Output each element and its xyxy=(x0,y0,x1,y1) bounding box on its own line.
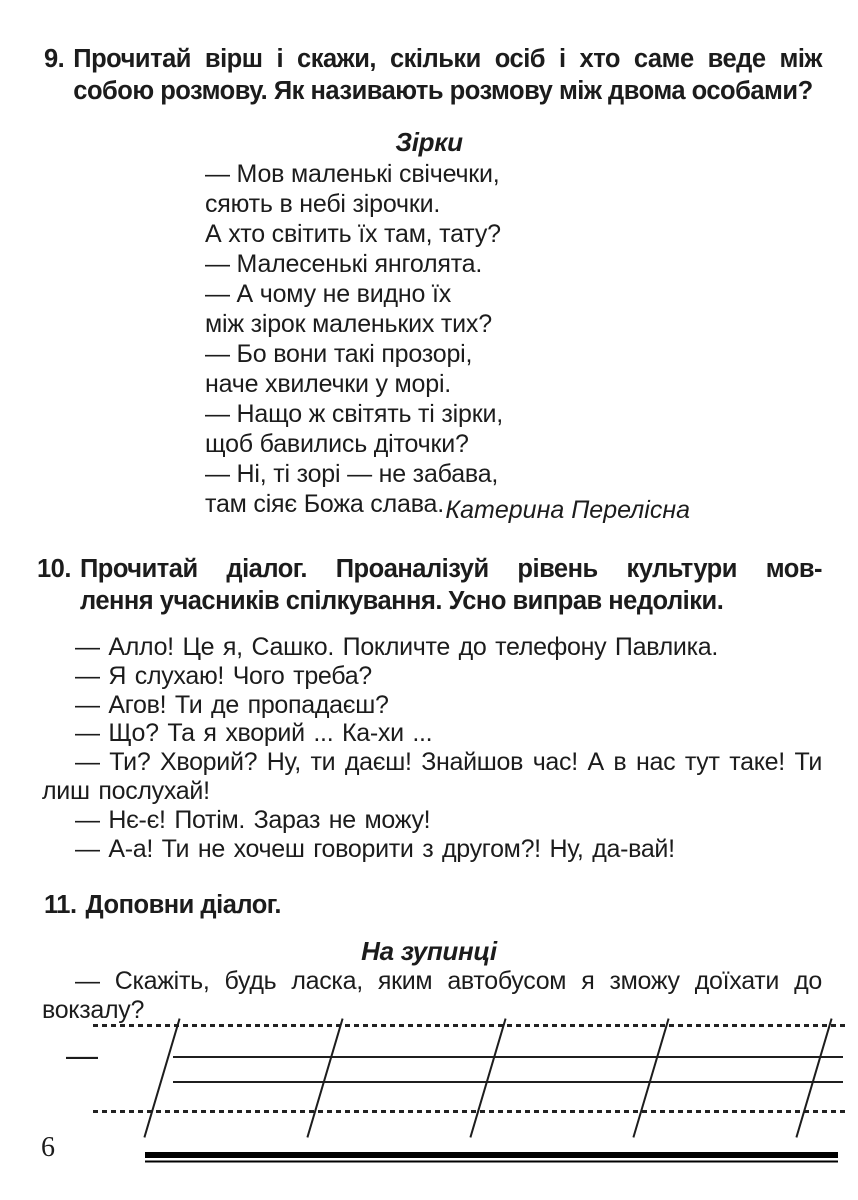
dialog-line: — Нє-є! Потім. Зараз не можу! xyxy=(75,805,431,834)
poem xyxy=(205,159,503,519)
poem-line: між зірок маленьких тих? xyxy=(205,310,492,338)
slant-guide xyxy=(143,1018,180,1137)
exercise-11-heading xyxy=(44,890,822,922)
exercise-9-heading xyxy=(44,44,822,107)
exercise-9-number: 9. xyxy=(44,45,65,73)
dotted-guideline xyxy=(93,1110,845,1113)
poem-line: — Ні, ті зорі — не забава, xyxy=(205,460,499,488)
page-number: 6 xyxy=(41,1132,55,1163)
handwriting-ruled-area xyxy=(93,1014,845,1146)
poem-line: — Нащо ж світять ті зірки, xyxy=(205,400,503,428)
writing-baseline xyxy=(173,1056,843,1058)
poem-line: щоб бавились діточки? xyxy=(205,430,469,458)
exercise-10-heading xyxy=(37,554,822,617)
poem-line: — Малесенькі янголята. xyxy=(205,250,483,278)
slant-guide xyxy=(306,1018,343,1137)
exercise-10-number: 10. xyxy=(37,555,71,583)
exercise-10-title xyxy=(80,554,822,617)
dialog-line: — Ти? Хворий? Ну, ти даєш! Знайшов час! А в нас тут таке! Ти лиш послухай! xyxy=(42,748,822,805)
slant-guide xyxy=(632,1018,669,1137)
exercise-11-number: 11. xyxy=(44,891,77,919)
slant-guide xyxy=(469,1018,506,1137)
poem-line: там сіяє Божа слава. xyxy=(205,490,444,518)
exercise-10-title-line: Прочитай діалог. Проаналізуй рівень культури мов- xyxy=(79,555,822,583)
poem-line: сяють в небі зірочки. xyxy=(205,190,441,218)
dialog-line: — Агов! Ти де пропадаєш? xyxy=(75,690,389,719)
writing-baseline xyxy=(173,1081,843,1083)
dialog-line: — Що? Та я хворий ... Ка-хи ... xyxy=(75,719,433,748)
dialog-line: — Алло! Це я, Сашко. Покличте до телефону Павлика. xyxy=(75,633,719,661)
dotted-guideline xyxy=(93,1024,845,1027)
dialog-line: — Я слухаю! Чого треба? xyxy=(75,661,372,690)
poem-line: — А чому не видно їх xyxy=(205,280,452,308)
answer-dash: — xyxy=(66,1037,98,1073)
poem-line: А хто світить їх там, тату? xyxy=(205,220,501,248)
scene-prompt: — Скажіть, будь ласка, яким автобусом я зможу доїхати до вокзалу? xyxy=(42,967,822,1024)
exercise-11-title: Доповни діалог. xyxy=(85,891,281,919)
footer-rule xyxy=(145,1152,838,1163)
dialog-line: — А-а! Ти не хочеш говорити з другом?! Ну, да-вай! xyxy=(75,834,675,863)
scene-title: На зупинці xyxy=(361,936,497,966)
exercise-9-title: Прочитай вірш і скажи, скільки осіб і хто саме веде між собою розмову. Як називають розмову між двома особами? xyxy=(73,45,822,105)
poem-line: наче хвилечки у морі. xyxy=(205,370,452,398)
poem-title: Зірки xyxy=(395,127,463,157)
exercise-10-title-line: лення учасників спілкування. Усно виправ недоліки. xyxy=(79,586,724,615)
poem-author: Катерина Перелісна xyxy=(445,496,690,524)
poem-line: — Бо вони такі прозорі, xyxy=(205,340,473,368)
poem-line: — Мов маленькі свічечки, xyxy=(205,160,500,188)
slant-guide xyxy=(795,1018,832,1137)
dialog xyxy=(42,633,822,863)
